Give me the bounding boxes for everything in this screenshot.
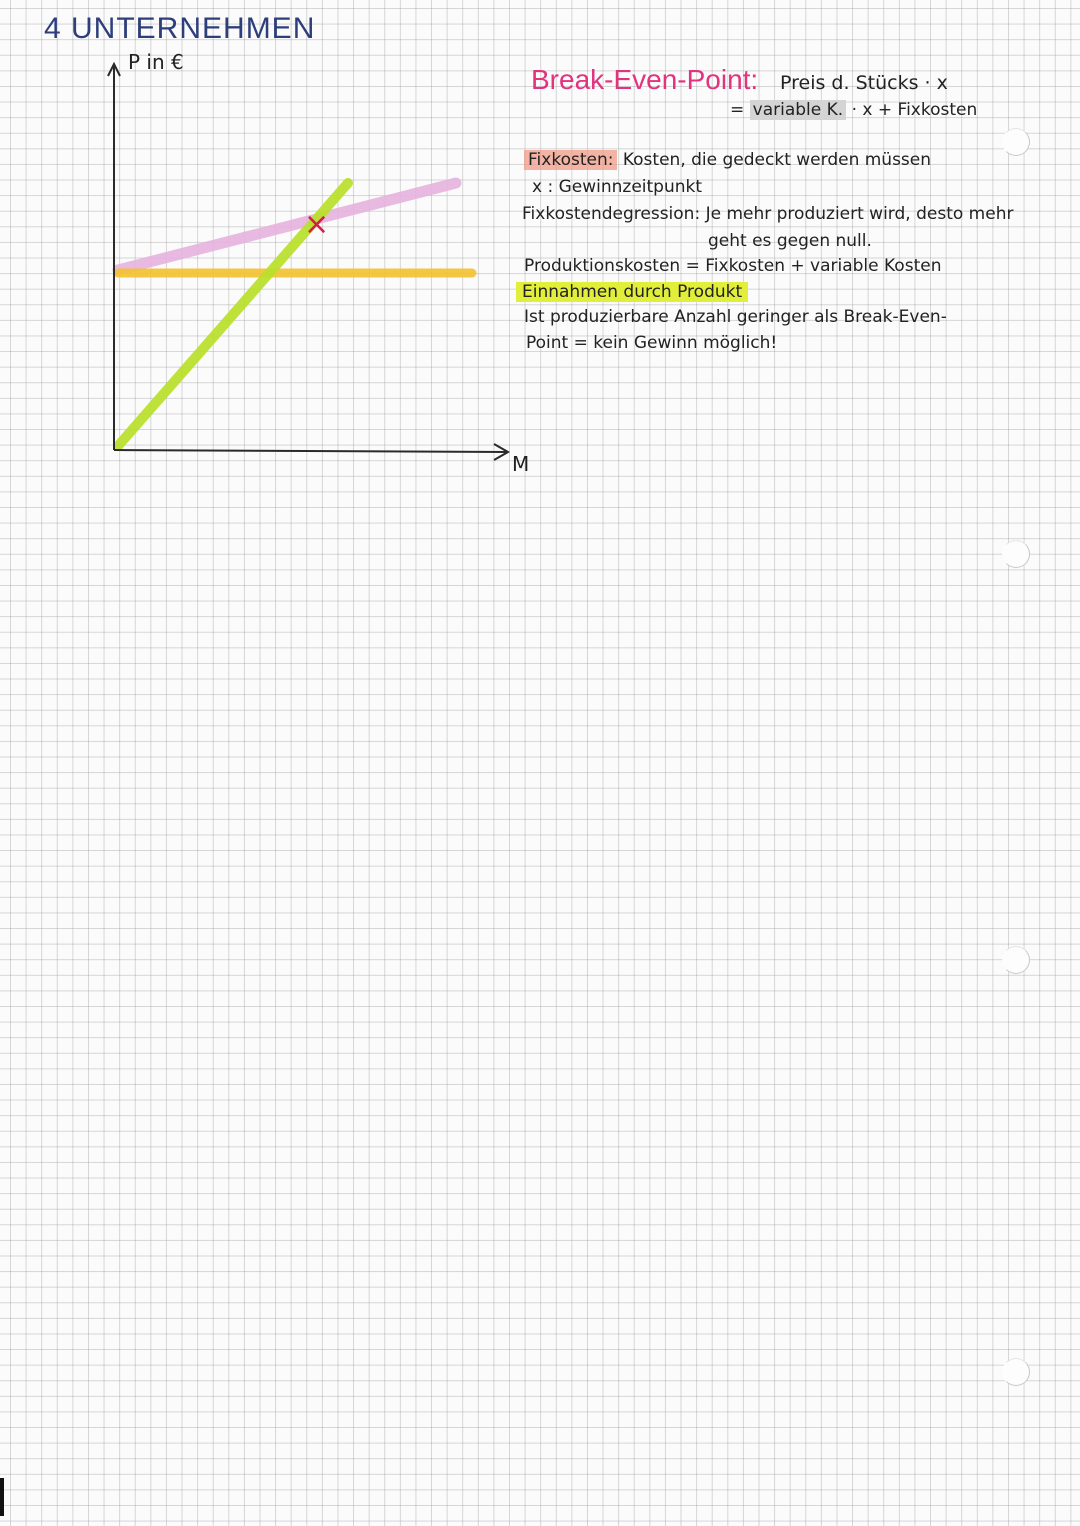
note-degression-1: Fixkostendegression: Je mehr produziert wird, desto mehr [522,204,1014,224]
binding-edge [0,1478,4,1516]
formula-equals: = [730,100,745,120]
note-fixkosten [524,150,931,170]
x-axis [114,450,508,452]
page-heading: 4 UNTERNEHMEN [44,12,316,45]
formula-line-2 [730,100,977,120]
formula-rest: · x + Fixkosten [851,100,978,120]
punch-hole [1002,540,1030,568]
note-produktionskosten: Produktionskosten = Fixkosten + variable Kosten [524,256,942,276]
punch-hole [1002,946,1030,974]
formula-line-1: Preis d. Stücks · x [780,72,948,94]
x-axis-label: M [512,452,530,476]
fixkosten-term: Fixkosten: [524,150,617,170]
break-even-marker: × [304,207,330,242]
formula-variable-costs: variable K. [750,100,847,120]
note-degression-2: geht es gegen null. [708,231,872,251]
y-axis-label: P in € [128,50,184,74]
note-x-definition: x : Gewinnzeitpunkt [532,177,703,197]
einnahmen-highlight: Einnahmen durch Produkt [516,282,748,302]
note-warning-1: Ist produzierbare Anzahl geringer als Break-Even- [524,307,947,327]
punch-hole [1002,128,1030,156]
note-warning-2: Point = kein Gewinn möglich! [526,333,778,353]
fixkosten-definition: Kosten, die gedeckt werden müssen [622,150,932,170]
break-even-title: Break-Even-Point: [531,64,759,95]
punch-hole [1002,1358,1030,1386]
note-einnahmen [516,282,748,302]
